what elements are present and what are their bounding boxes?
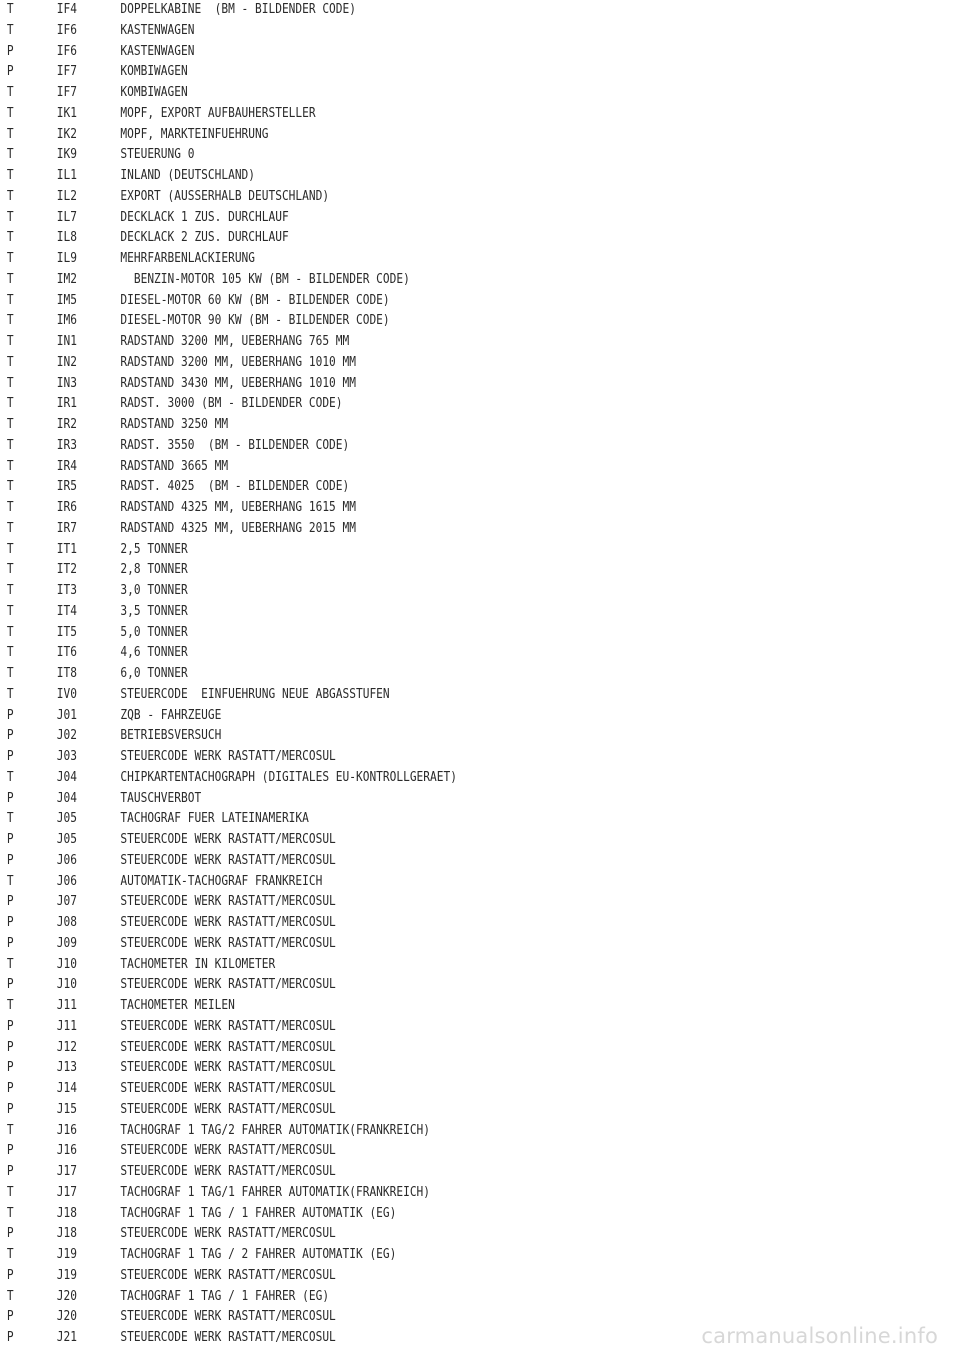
- code-row: [0, 892, 826, 913]
- row-description: STEUERCODE WERK RASTATT/MERCOSUL: [120, 915, 336, 930]
- row-code: J02: [56, 728, 77, 744]
- row-description: TACHOGRAF 1 TAG / 2 FAHRER AUTOMATIK (EG): [120, 1247, 397, 1262]
- row-type: P: [6, 1143, 14, 1159]
- code-row: [0, 1266, 826, 1287]
- code-row: [0, 996, 826, 1017]
- row-code: J11: [56, 1018, 77, 1034]
- row-type: T: [6, 375, 14, 391]
- code-row: [0, 1162, 826, 1183]
- code-row: [0, 125, 826, 146]
- row-type: T: [6, 417, 14, 432]
- row-code: J01: [56, 707, 77, 723]
- row-description: MEHRFARBENLACKIERUNG: [120, 251, 256, 266]
- row-description: STEUERCODE WERK RASTATT/MERCOSUL: [120, 977, 336, 993]
- code-row: [0, 83, 826, 104]
- row-code: J18: [56, 1205, 77, 1221]
- row-code: J04: [56, 790, 77, 806]
- row-description: STEUERCODE WERK RASTATT/MERCOSUL: [120, 1143, 336, 1159]
- row-description: RADSTAND 3250 MM: [120, 417, 229, 432]
- row-code: IT8: [56, 666, 77, 681]
- row-code: IR6: [56, 500, 77, 515]
- row-code: IT2: [56, 562, 77, 578]
- row-description: 4,6 TONNER: [120, 645, 188, 661]
- code-row: [0, 0, 826, 21]
- row-description: AUTOMATIK-TACHOGRAF FRANKREICH: [120, 873, 323, 889]
- row-description: 3,0 TONNER: [120, 583, 188, 598]
- code-row: [0, 623, 826, 644]
- row-code: IM5: [56, 292, 77, 308]
- row-type: P: [6, 1039, 14, 1055]
- row-description: TACHOMETER MEILEN: [120, 998, 235, 1013]
- row-type: P: [6, 915, 14, 930]
- row-code: J13: [56, 1060, 77, 1076]
- row-description: STEUERCODE WERK RASTATT/MERCOSUL: [120, 935, 336, 951]
- row-type: T: [6, 1122, 14, 1138]
- code-row: [0, 726, 826, 747]
- code-row: [0, 394, 826, 415]
- row-type: T: [6, 271, 14, 287]
- code-row: [0, 955, 826, 976]
- row-code: J17: [56, 1164, 77, 1179]
- row-type: T: [6, 334, 14, 349]
- row-code: J05: [56, 832, 77, 847]
- row-type: T: [6, 188, 14, 204]
- row-code: J15: [56, 1101, 77, 1117]
- code-row: [0, 270, 826, 291]
- row-type: T: [6, 811, 14, 827]
- row-type: P: [6, 1018, 14, 1034]
- row-description: KASTENWAGEN: [120, 43, 195, 59]
- code-row: [0, 602, 826, 623]
- code-row: [0, 374, 826, 395]
- row-description: STEUERCODE WERK RASTATT/MERCOSUL: [120, 1309, 336, 1325]
- code-row: [0, 830, 826, 851]
- row-code: IM6: [56, 313, 77, 329]
- row-type: P: [6, 1330, 14, 1345]
- row-description: STEUERCODE WERK RASTATT/MERCOSUL: [120, 894, 336, 910]
- row-type: P: [6, 1060, 14, 1076]
- row-description: STEUERCODE WERK RASTATT/MERCOSUL: [120, 852, 336, 868]
- row-type: T: [6, 603, 14, 619]
- row-description: KOMBIWAGEN: [120, 64, 188, 80]
- row-description: RADSTAND 3665 MM: [120, 458, 229, 474]
- row-type: T: [6, 292, 14, 308]
- row-description: 5,0 TONNER: [120, 624, 188, 640]
- row-code: IR4: [56, 458, 77, 474]
- row-code: IK1: [56, 105, 77, 121]
- row-code: IM2: [56, 271, 77, 287]
- watermark: carmanualsonline.info: [701, 1324, 938, 1348]
- row-description: STEUERCODE WERK RASTATT/MERCOSUL: [120, 1039, 336, 1055]
- row-type: P: [6, 1081, 14, 1096]
- row-type: P: [6, 1164, 14, 1179]
- code-row: [0, 498, 826, 519]
- code-row: [0, 1141, 826, 1162]
- row-code: J10: [56, 956, 77, 972]
- row-type: T: [6, 686, 14, 702]
- row-code: IK9: [56, 147, 77, 163]
- code-row: [0, 145, 826, 166]
- code-row: [0, 581, 826, 602]
- row-type: T: [6, 2, 14, 17]
- row-description: STEUERCODE WERK RASTATT/MERCOSUL: [120, 1081, 336, 1096]
- row-type: T: [6, 873, 14, 889]
- row-code: J16: [56, 1143, 77, 1159]
- row-description: TACHOGRAF 1 TAG/1 FAHRER AUTOMATIK(FRANKREICH): [120, 1184, 431, 1200]
- code-row: [0, 311, 826, 332]
- row-code: IF7: [56, 64, 77, 80]
- row-description: DIESEL-MOTOR 90 KW (BM - BILDENDER CODE): [120, 313, 390, 329]
- row-code: IL1: [56, 168, 77, 183]
- code-row: [0, 187, 826, 208]
- row-type: T: [6, 147, 14, 163]
- code-row: [0, 519, 826, 540]
- row-description: RADSTAND 4325 MM, UEBERHANG 2015 MM: [120, 520, 356, 536]
- code-row: [0, 477, 826, 498]
- row-code: J11: [56, 998, 77, 1013]
- row-code: IF6: [56, 22, 77, 38]
- row-description: RADST. 3550 (BM - BILDENDER CODE): [120, 437, 350, 453]
- row-description: STEUERCODE WERK RASTATT/MERCOSUL: [120, 1101, 336, 1117]
- row-code: J19: [56, 1247, 77, 1262]
- row-description: 6,0 TONNER: [120, 666, 188, 681]
- code-row: [0, 872, 826, 893]
- row-code: IR1: [56, 396, 77, 412]
- code-row: [0, 1079, 826, 1100]
- row-description: KASTENWAGEN: [120, 22, 195, 38]
- row-code: IR7: [56, 520, 77, 536]
- row-code: J04: [56, 769, 77, 785]
- row-type: T: [6, 209, 14, 225]
- code-row: [0, 415, 826, 436]
- row-type: T: [6, 126, 14, 142]
- row-type: T: [6, 956, 14, 972]
- row-description: RADST. 3000 (BM - BILDENDER CODE): [120, 396, 343, 412]
- row-type: T: [6, 396, 14, 412]
- row-type: T: [6, 105, 14, 121]
- code-row: [0, 706, 826, 727]
- row-code: IR3: [56, 437, 77, 453]
- row-type: P: [6, 1267, 14, 1283]
- row-description: TACHOMETER IN KILOMETER: [120, 956, 276, 972]
- row-code: J21: [56, 1330, 77, 1345]
- row-type: T: [6, 583, 14, 598]
- row-type: T: [6, 541, 14, 557]
- code-row: [0, 332, 826, 353]
- code-row: [0, 1224, 826, 1245]
- row-type: P: [6, 790, 14, 806]
- code-row: [0, 436, 826, 457]
- row-type: T: [6, 85, 14, 100]
- row-code: IF6: [56, 43, 77, 59]
- row-code: IF4: [56, 2, 77, 17]
- code-row: [0, 353, 826, 374]
- row-type: P: [6, 728, 14, 744]
- row-code: J16: [56, 1122, 77, 1138]
- row-type: P: [6, 1101, 14, 1117]
- row-code: IT3: [56, 583, 77, 598]
- row-description: RADSTAND 3200 MM, UEBERHANG 765 MM: [120, 334, 350, 349]
- code-row: [0, 1183, 826, 1204]
- row-code: IL2: [56, 188, 77, 204]
- row-code: J07: [56, 894, 77, 910]
- row-code: J03: [56, 749, 77, 764]
- code-row: [0, 457, 826, 478]
- row-code: IT6: [56, 645, 77, 661]
- row-type: T: [6, 22, 14, 38]
- row-code: IT4: [56, 603, 77, 619]
- code-row: [0, 913, 826, 934]
- row-type: P: [6, 64, 14, 80]
- row-code: J14: [56, 1081, 77, 1096]
- code-row: [0, 540, 826, 561]
- code-row: [0, 1100, 826, 1121]
- row-description: ZQB - FAHRZEUGE: [120, 707, 222, 723]
- row-type: T: [6, 1247, 14, 1262]
- code-row: [0, 228, 826, 249]
- code-row: [0, 1245, 826, 1266]
- row-code: IN3: [56, 375, 77, 391]
- row-description: BETRIEBSVERSUCH: [120, 728, 222, 744]
- row-code: J20: [56, 1288, 77, 1304]
- row-description: TAUSCHVERBOT: [120, 790, 202, 806]
- row-type: P: [6, 749, 14, 764]
- code-row: [0, 685, 826, 706]
- code-row: [0, 1058, 826, 1079]
- code-row: [0, 1038, 826, 1059]
- row-code: IR5: [56, 479, 77, 495]
- row-code: J06: [56, 873, 77, 889]
- code-row: [0, 789, 826, 810]
- code-row: [0, 1017, 826, 1038]
- code-row: [0, 975, 826, 996]
- row-description: DIESEL-MOTOR 60 KW (BM - BILDENDER CODE): [120, 292, 390, 308]
- row-description: STEUERCODE WERK RASTATT/MERCOSUL: [120, 832, 336, 847]
- row-type: T: [6, 562, 14, 578]
- row-code: J20: [56, 1309, 77, 1325]
- row-code: IN2: [56, 354, 77, 370]
- row-description: RADSTAND 4325 MM, UEBERHANG 1615 MM: [120, 500, 356, 515]
- row-description: RADST. 4025 (BM - BILDENDER CODE): [120, 479, 350, 495]
- row-description: 2,5 TONNER: [120, 541, 188, 557]
- row-description: STEUERCODE WERK RASTATT/MERCOSUL: [120, 1018, 336, 1034]
- row-description: EXPORT (AUSSERHALB DEUTSCHLAND): [120, 188, 330, 204]
- row-description: STEUERCODE WERK RASTATT/MERCOSUL: [120, 749, 336, 764]
- row-type: T: [6, 1205, 14, 1221]
- row-type: P: [6, 852, 14, 868]
- code-row: [0, 768, 826, 789]
- code-row: [0, 851, 826, 872]
- row-type: T: [6, 500, 14, 515]
- code-row: [0, 664, 826, 685]
- row-type: T: [6, 354, 14, 370]
- row-description: 3,5 TONNER: [120, 603, 188, 619]
- row-type: T: [6, 769, 14, 785]
- row-code: IT1: [56, 541, 77, 557]
- row-type: P: [6, 977, 14, 993]
- code-row: [0, 166, 826, 187]
- row-code: J05: [56, 811, 77, 827]
- row-type: T: [6, 520, 14, 536]
- row-type: T: [6, 479, 14, 495]
- row-description: 2,8 TONNER: [120, 562, 188, 578]
- code-row: [0, 1204, 826, 1225]
- code-row: [0, 643, 826, 664]
- row-code: IV0: [56, 686, 77, 702]
- code-row: [0, 1121, 826, 1142]
- row-type: T: [6, 1288, 14, 1304]
- row-code: IF7: [56, 85, 77, 100]
- row-description: CHIPKARTENTACHOGRAPH (DIGITALES EU-KONTROLLGERAET): [120, 769, 457, 785]
- code-row: [0, 934, 826, 955]
- row-description: INLAND (DEUTSCHLAND): [120, 168, 256, 183]
- row-type: P: [6, 43, 14, 59]
- code-row: [0, 249, 826, 270]
- row-description: TACHOGRAF 1 TAG/2 FAHRER AUTOMATIK(FRANKREICH): [120, 1122, 431, 1138]
- row-description: STEUERCODE WERK RASTATT/MERCOSUL: [120, 1330, 336, 1345]
- row-description: DOPPELKABINE (BM - BILDENDER CODE): [120, 2, 356, 17]
- row-code: IL8: [56, 230, 77, 246]
- row-code: IR2: [56, 417, 77, 432]
- code-row: [0, 1287, 826, 1308]
- code-row: [0, 104, 826, 125]
- row-type: T: [6, 624, 14, 640]
- row-type: T: [6, 458, 14, 474]
- row-code: J10: [56, 977, 77, 993]
- row-description: STEUERCODE EINFUEHRUNG NEUE ABGASSTUFEN: [120, 686, 390, 702]
- row-description: BENZIN-MOTOR 105 KW (BM - BILDENDER CODE): [120, 271, 410, 287]
- code-row: [0, 809, 826, 830]
- row-type: T: [6, 1184, 14, 1200]
- row-description: MOPF, MARKTEINFUEHRUNG: [120, 126, 269, 142]
- row-description: STEUERCODE WERK RASTATT/MERCOSUL: [120, 1226, 336, 1242]
- row-code: IT5: [56, 624, 77, 640]
- row-type: T: [6, 998, 14, 1013]
- row-type: T: [6, 666, 14, 681]
- row-code: J12: [56, 1039, 77, 1055]
- row-code: J17: [56, 1184, 77, 1200]
- row-type: P: [6, 894, 14, 910]
- row-description: DECKLACK 2 ZUS. DURCHLAUF: [120, 230, 289, 246]
- row-type: T: [6, 251, 14, 266]
- row-description: RADSTAND 3430 MM, UEBERHANG 1010 MM: [120, 375, 356, 391]
- row-code: IK2: [56, 126, 77, 142]
- row-type: T: [6, 230, 14, 246]
- code-row: [0, 208, 826, 229]
- row-code: J09: [56, 935, 77, 951]
- row-code: IL9: [56, 251, 77, 266]
- row-code: J18: [56, 1226, 77, 1242]
- row-description: KOMBIWAGEN: [120, 85, 188, 100]
- row-type: P: [6, 707, 14, 723]
- code-row: [0, 62, 826, 83]
- code-row: [0, 21, 826, 42]
- row-description: DECKLACK 1 ZUS. DURCHLAUF: [120, 209, 289, 225]
- row-description: MOPF, EXPORT AUFBAUHERSTELLER: [120, 105, 316, 121]
- row-type: P: [6, 1309, 14, 1325]
- row-code: J08: [56, 915, 77, 930]
- row-type: P: [6, 1226, 14, 1242]
- row-description: STEUERUNG 0: [120, 147, 195, 163]
- row-code: J06: [56, 852, 77, 868]
- row-description: TACHOGRAF 1 TAG / 1 FAHRER (EG): [120, 1288, 330, 1304]
- row-type: T: [6, 313, 14, 329]
- row-code: IL7: [56, 209, 77, 225]
- row-description: TACHOGRAF FUER LATEINAMERIKA: [120, 811, 309, 827]
- code-row: [0, 560, 826, 581]
- row-type: P: [6, 935, 14, 951]
- row-description: RADSTAND 3200 MM, UEBERHANG 1010 MM: [120, 354, 356, 370]
- code-row: [0, 291, 826, 312]
- code-row: [0, 42, 826, 63]
- row-code: IN1: [56, 334, 77, 349]
- row-type: T: [6, 645, 14, 661]
- row-type: T: [6, 437, 14, 453]
- row-type: P: [6, 832, 14, 847]
- row-description: STEUERCODE WERK RASTATT/MERCOSUL: [120, 1060, 336, 1076]
- row-code: J19: [56, 1267, 77, 1283]
- row-type: T: [6, 168, 14, 183]
- row-description: STEUERCODE WERK RASTATT/MERCOSUL: [120, 1267, 336, 1283]
- row-description: TACHOGRAF 1 TAG / 1 FAHRER AUTOMATIK (EG): [120, 1205, 397, 1221]
- row-description: STEUERCODE WERK RASTATT/MERCOSUL: [120, 1164, 336, 1179]
- code-row: [0, 747, 826, 768]
